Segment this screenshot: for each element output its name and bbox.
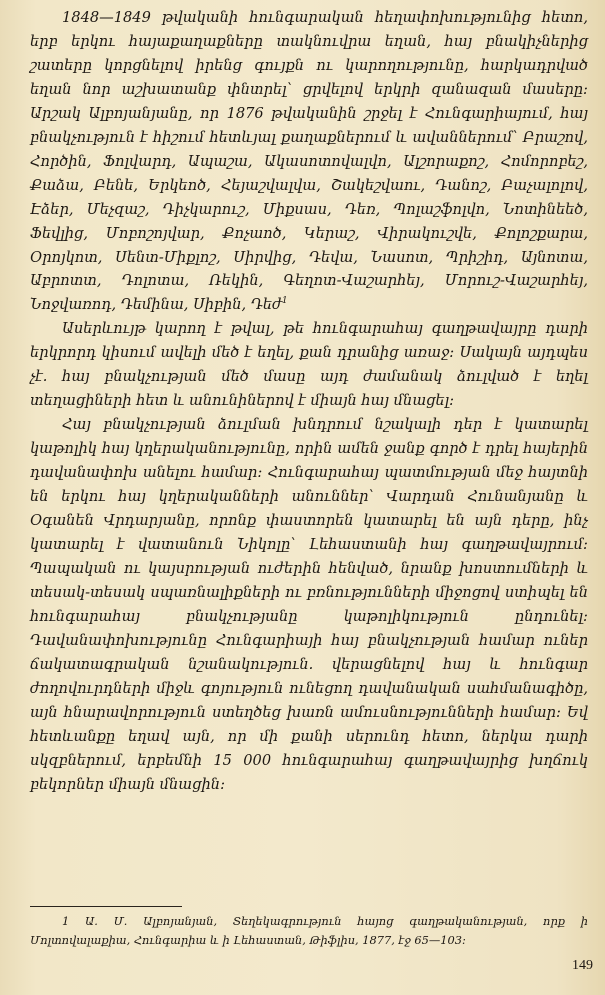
footnote-reference: 1 xyxy=(281,296,288,307)
page-number: 149 xyxy=(572,958,593,973)
paragraph-1-text: 1848—1849 թվականի հունգարական հեղափոխությունից հետո, երբ երկու հայաքաղաքները տակնուվրա եղան, հայ բնակիչներից շատերը կորցնելով իրենց գույքն ու կարողությունը, հարկադրված եղան նոր աշխատանք փնտրել՝ ցրվելով երկրի զանազան մասերը։ Արշակ Ալբոյանյանը, որ 1876 թվականին շրջել է Հունգարիայում, հայ բնակչություն է հիշում հետևյալ քաղաքներում և ավաններում՝ Բրաշով, Հործին, Ֆոլվարդ, Ապաշա, Ակասոտովալվո, Ալշորաքոշ, Հոմորոբեշ, Քաձա, Բենե, Երկեոծ, Հեյաշվալվա, Շակեշվաու, Դանոշ, Բաչալոլով, Էձեր, Մեչզաշ, Դիչկարուշ, Միքսաս, Դեռ, Պոլաշֆոլվո, Նոտինեեծ, Ֆեվլից, Մոբոշոյվար, Քոչաոծ, Կերաշ, Վիրակուշվե, Քոլոշքարա, Օրոյկոտ, Սենտ-Միքլոշ, Սիրվից, Դեվա, Նասոտ, Պրիշիդ, Այնոտա, Աբրոտտ, Դոլոտա, Ռեկին, Գեղոտ-Վաշարհեյ, Մորուշ-Վաշարհեյ, Նոջվառոդ, Դեմինա, Սիբին, Դեժ xyxy=(30,9,588,314)
body-text xyxy=(30,6,588,796)
footnote-divider xyxy=(30,906,182,907)
paragraph-2: Ասերևույթ կարող է թվալ, թե հունգարահայ գաղթավայրը դարի երկրորդ կիսում ավելի մեծ է եղել, քան դրանից առաջ։ Սակայն այդպես չէ. հայ բնակչության մեծ մասը այդ ժամանակ ձուլված է եղել տեղացիների հետ և անունիներով է միայն հայ մնացել։ xyxy=(30,320,588,410)
paragraph-3: Հայ բնակչության ձուլման խնդրում նշակալի դեր է կատարել կաթոլիկ հայ կղերականությունը, որին ամեն ջանք գործ է դրել հայերին դավանափոխ անելու համար։ Հունգարահայ պատմության մեջ հայտնի են երկու հայ կղերականների անուններ՝ Վարդան Հունանյանը և Օգանեն Վրդարյանը, որոնք փաստորեն կատարել են այն դերը, ինչ կատարել է վատանուն Նիկոլը՝ Լեհաստանի հայ գաղթավայրում։ Պապական ու կայսրության ուժերին հենված, նրանք խոստումների և տեսակ-տեսակ սպառնալիքների ու բռնությունների միջոցով ստիպել են հունգարահայ բնակչությանը կաթոլիկություն ընդունել։ Դավանափոխությունը Հունգարիայի հայ բնակչության համար ուներ ճակատագրական նշանակություն. վերացնելով հայ և հունգար ժողովուրդների միջև գոյություն ունեցող դավանական սահմանագիծը, այն հնարավորություն ստեղծեց խառն ամուսնությունների համար։ Եվ հետևանքը եղավ այն, որ մի քանի սերունդ հետո, ներկա դարի սկզբներում, երբեմնի 15 000 հունգարահայ գաղթավայրից խղճուկ բեկորներ միայն մնացին։ xyxy=(30,416,588,793)
paragraph-1 xyxy=(30,6,588,317)
footnote-text: 1 Ա. Մ. Ալբոյանյան, Տեղեկագրություն հայոց գաղթականության, որք ի Մոլտովալաքիա, Հունգարիա և ի Լեհաստան, Թիֆլիս, 1877, էջ 65—103։ xyxy=(30,914,588,947)
